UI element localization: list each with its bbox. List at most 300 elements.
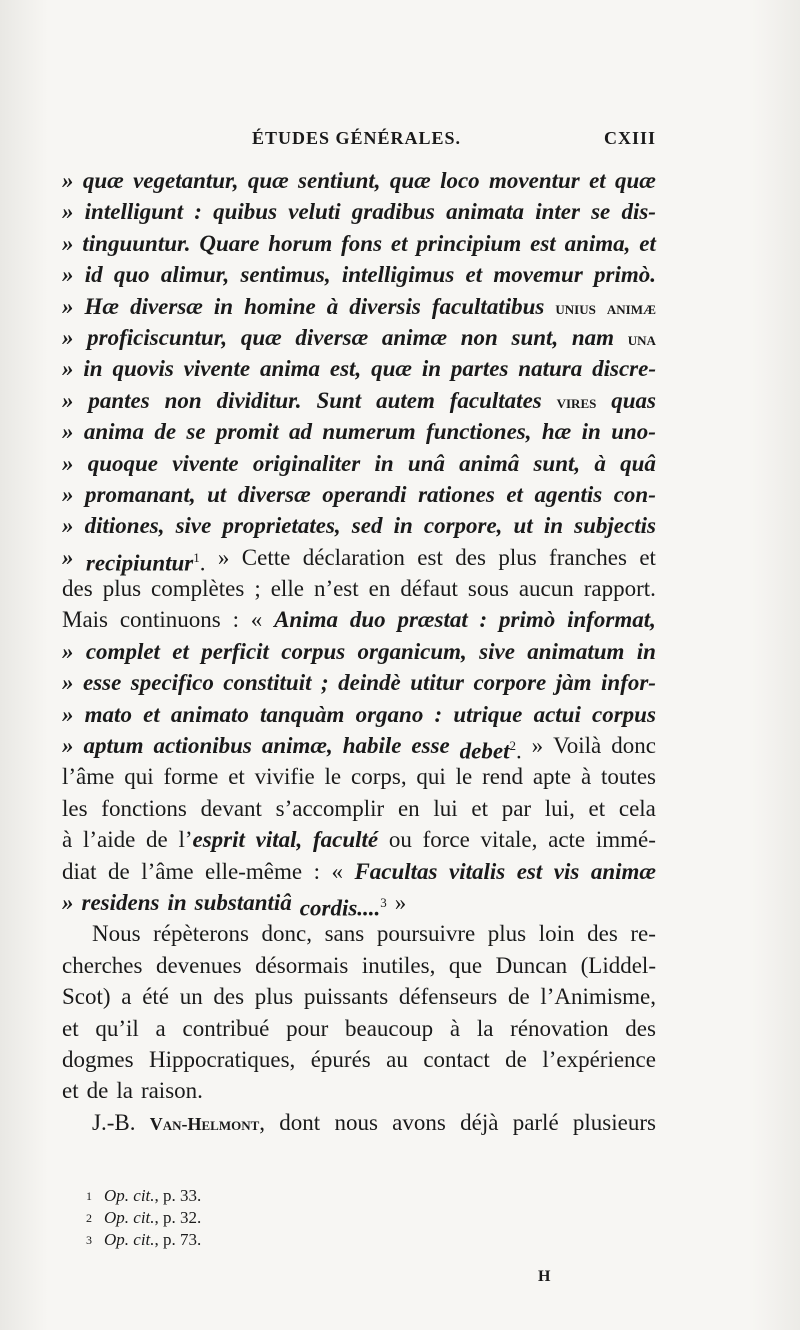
word-group: animæ — [381, 324, 448, 350]
word-group: intelligimus — [341, 262, 455, 288]
text-line — [62, 542, 656, 576]
word-group: fons — [341, 230, 383, 256]
word-group: rend — [482, 764, 523, 790]
word-group: et — [588, 795, 606, 821]
word-group: est — [516, 858, 543, 884]
word-group: des — [587, 921, 618, 947]
word-group: proprietates, — [222, 513, 341, 539]
running-header — [62, 128, 656, 149]
word-group: Anima — [274, 607, 339, 633]
text-line — [62, 950, 656, 981]
word-group: operandi — [322, 481, 407, 507]
word-group: la — [116, 1078, 133, 1104]
word-group: quæ — [615, 168, 656, 193]
word-group: des — [213, 984, 245, 1010]
word-group: « — [250, 607, 263, 633]
footnote-number: 3 — [86, 1233, 92, 1247]
word-group: utitur — [410, 670, 464, 696]
signature-mark: H — [538, 1268, 551, 1285]
word-group: » — [62, 387, 74, 413]
word-group: l’âme — [62, 764, 115, 790]
word-group: debet$^2$. — [459, 738, 522, 764]
word-group: complètes — [151, 576, 245, 602]
word-group: quæ — [82, 168, 124, 193]
word-group: quas — [611, 387, 656, 413]
word-group: » — [394, 889, 407, 915]
word-group: aptum — [83, 733, 144, 759]
word-group: agentis — [534, 481, 603, 507]
text-line — [62, 918, 656, 949]
word-group: elle-même — [205, 858, 303, 884]
text-line — [62, 1075, 656, 1106]
word-group: tanquàm — [260, 701, 345, 727]
word-group: non — [164, 387, 202, 413]
word-group: : — [479, 607, 488, 633]
word-group: rationes — [418, 481, 495, 507]
text-line — [62, 448, 656, 479]
word-group: déclaration — [302, 544, 405, 570]
page-number: CXIII — [603, 128, 656, 148]
word-group: ut — [207, 481, 227, 507]
word-group: esse — [411, 733, 450, 759]
text-line — [62, 510, 656, 541]
word-group: proficiscuntur, — [87, 324, 228, 350]
word-group: actui — [533, 701, 581, 727]
word-group: est — [530, 230, 556, 256]
word-group: cherches — [62, 952, 143, 978]
word-group: primò — [499, 607, 556, 633]
word-group: beaucoup — [344, 1015, 434, 1041]
word-group: Nous — [92, 921, 141, 947]
word-group: et — [62, 1078, 79, 1104]
word-group: cela — [618, 795, 656, 821]
word-group: diversæ — [130, 293, 203, 319]
footnotes — [86, 1185, 201, 1251]
footnote — [86, 1229, 201, 1251]
word-group: natura — [518, 356, 583, 382]
word-group: des — [455, 544, 486, 570]
word-group: ad — [288, 419, 312, 445]
word-group: Cette — [241, 544, 291, 570]
word-group: continuons — [119, 607, 221, 633]
footnote-marker: 3 — [380, 894, 387, 910]
text-line — [62, 856, 656, 887]
word-group: à — [449, 1015, 461, 1041]
word-group: » — [62, 168, 74, 193]
word-group: corpore — [473, 670, 547, 696]
text-line — [62, 1107, 656, 1138]
word-group: præstat — [397, 607, 468, 633]
word-group: id — [84, 262, 103, 288]
word-group: quâ — [620, 450, 656, 476]
word-group: sunt, — [511, 324, 559, 350]
word-group: re- — [630, 921, 656, 947]
word-group: et — [143, 701, 160, 727]
text-line — [62, 699, 656, 730]
word-group: organo — [355, 701, 424, 727]
word-group: animatum — [527, 638, 625, 664]
word-group: un — [179, 984, 203, 1010]
word-group: Sunt — [316, 387, 362, 413]
text-line — [62, 793, 656, 824]
word-group: sentiunt, — [298, 168, 381, 193]
word-group: unâ — [407, 450, 445, 476]
word-group: principium — [416, 230, 522, 256]
text-line — [62, 416, 656, 447]
word-group: intelligunt — [84, 199, 184, 225]
word-group: » — [62, 733, 74, 759]
word-group: constituit — [223, 670, 312, 696]
word-group: vires — [556, 391, 597, 412]
word-group: les — [62, 795, 88, 821]
word-group: plus — [487, 921, 527, 947]
word-group: plusieurs — [572, 1109, 656, 1135]
word-group: vegetantur, — [133, 168, 239, 193]
text-line — [62, 1044, 656, 1075]
word-group: et — [639, 544, 656, 570]
word-group: de — [507, 984, 530, 1010]
word-group: dogmes — [62, 1046, 134, 1072]
word-group: gradibus — [351, 199, 435, 225]
word-group: donc, — [261, 921, 313, 947]
text-line — [62, 761, 656, 792]
word-group: sive — [479, 638, 515, 664]
word-group: lui, — [544, 795, 575, 821]
word-group: » — [62, 889, 74, 915]
word-group: qui — [124, 764, 154, 790]
word-group: » — [531, 733, 544, 759]
word-group: » — [62, 481, 74, 507]
word-group: fonctions — [101, 795, 187, 821]
word-group: ; — [320, 670, 329, 696]
word-group: » — [62, 293, 74, 319]
word-group: défenseurs — [398, 984, 498, 1010]
word-group: animato — [170, 701, 249, 727]
text-line — [62, 479, 656, 510]
word-group: subjectis — [574, 513, 656, 539]
word-group: contribué — [182, 1015, 270, 1041]
word-group: par — [501, 795, 532, 821]
word-group: faculté — [312, 827, 379, 853]
word-group: animâ — [459, 450, 520, 476]
word-group: a — [155, 1015, 166, 1041]
word-group: uno- — [611, 419, 656, 445]
word-group: : — [194, 199, 202, 225]
text-line — [62, 385, 656, 416]
body-text — [62, 165, 656, 1138]
word-group: est — [417, 544, 443, 570]
word-group: actionibus — [153, 733, 252, 759]
word-group: originaliter — [252, 450, 361, 476]
word-group: in — [636, 638, 656, 664]
word-group: sive — [175, 513, 212, 539]
word-group: mato — [84, 701, 132, 727]
word-group: in — [393, 513, 413, 539]
word-group: de — [86, 1078, 109, 1104]
word-group: Duncan — [495, 952, 568, 978]
word-group: promit — [215, 419, 279, 445]
footnote-number: 2 — [86, 1211, 92, 1225]
footnote-marker: 2 — [509, 738, 516, 754]
text-line — [62, 981, 656, 1012]
word-group: sous — [467, 576, 509, 602]
word-group: sunt, — [533, 450, 581, 476]
word-group: veluti — [288, 199, 341, 225]
word-group: discre- — [592, 356, 656, 382]
text-line — [62, 196, 656, 227]
word-group: anima, — [564, 230, 631, 256]
word-group: plus — [498, 544, 537, 570]
word-group: facultatibus — [431, 293, 545, 319]
text-line — [62, 604, 656, 635]
word-group: elle — [270, 576, 304, 602]
text-line — [62, 353, 656, 384]
word-group: en — [368, 576, 391, 602]
word-group: à — [594, 450, 606, 476]
word-group: in — [374, 450, 394, 476]
word-group: quovis — [112, 356, 174, 382]
word-group: Voilà — [553, 733, 602, 759]
word-group: ut — [513, 513, 533, 539]
footnote — [86, 1207, 201, 1229]
footnote — [86, 1185, 201, 1207]
word-group: corpus — [281, 638, 346, 664]
running-title: ÉTUDES GÉNÉRALES. — [252, 128, 462, 148]
word-group: se — [186, 419, 206, 445]
word-group: esse — [82, 670, 122, 696]
word-group: diversæ — [237, 481, 311, 507]
word-group: de — [505, 1046, 527, 1072]
footnote-marker: 1 — [193, 549, 200, 565]
word-group: » — [62, 324, 74, 350]
word-group: vitale, — [480, 827, 538, 853]
word-group: dis- — [621, 199, 656, 225]
word-group: complet — [85, 638, 160, 664]
word-group: loco — [440, 168, 480, 193]
word-group: forme — [163, 764, 219, 790]
word-group: et — [639, 230, 656, 256]
word-group: quæ — [389, 168, 431, 193]
word-group: nam — [571, 324, 615, 350]
word-group: deindè — [338, 670, 401, 696]
word-group: » — [62, 701, 74, 727]
word-group: » — [62, 262, 74, 288]
word-group: des — [625, 1015, 656, 1041]
word-group: habile — [342, 733, 402, 759]
word-group: ; — [254, 576, 261, 602]
word-group: à — [580, 764, 592, 790]
word-group: in — [421, 356, 442, 382]
word-group: unius — [555, 297, 596, 318]
word-group: in — [213, 293, 234, 319]
word-group: été — [142, 984, 169, 1010]
word-group: la — [476, 1015, 494, 1041]
word-group: s’accomplir — [275, 795, 385, 821]
word-group: force — [422, 827, 470, 853]
word-group: qu’il — [95, 1015, 139, 1041]
word-group: « — [331, 858, 343, 884]
word-group: n’est — [313, 576, 359, 602]
word-group: hæ — [541, 419, 572, 445]
word-group: quæ — [247, 168, 289, 193]
word-group: Scot) — [62, 984, 111, 1010]
word-group: anima — [83, 419, 144, 445]
word-group: rapport. — [583, 576, 656, 602]
text-line — [62, 824, 656, 855]
word-group: plus — [102, 576, 142, 602]
word-group: vivente — [172, 450, 239, 476]
word-group: se — [591, 199, 611, 225]
word-group: l’expérience — [542, 1046, 656, 1072]
word-group: au — [386, 1046, 408, 1072]
word-group: numerum — [322, 419, 416, 445]
word-group: quibus — [213, 199, 278, 225]
word-group: franches — [549, 544, 627, 570]
word-group: le — [455, 764, 473, 790]
word-group: corps, — [351, 764, 407, 790]
word-group: corpus — [592, 701, 656, 727]
word-group: autem — [376, 387, 435, 413]
word-group: puissants — [303, 984, 389, 1010]
word-group: inter — [535, 199, 580, 225]
word-group: homine — [244, 293, 316, 319]
word-group: moventur — [489, 168, 580, 193]
word-group: » — [62, 356, 74, 382]
text-line — [62, 1013, 656, 1044]
word-group: » — [62, 670, 74, 696]
word-group: Van-Helmont, — [149, 1109, 266, 1135]
word-group: » — [62, 199, 74, 225]
word-group: vitalis — [449, 858, 506, 884]
word-group: désormais — [255, 952, 349, 978]
word-group: quoque — [87, 450, 159, 476]
word-group: qui — [416, 764, 446, 790]
word-group: in — [167, 889, 187, 915]
footnote-text: Op. cit., p. 33. — [104, 1186, 202, 1205]
word-group: Quare — [199, 230, 260, 256]
word-group: » — [62, 230, 74, 256]
word-group: alimur, — [160, 262, 230, 288]
word-group: » — [62, 419, 74, 445]
word-group: et — [62, 1015, 79, 1041]
word-group: » — [62, 513, 74, 539]
word-group: movemur — [493, 262, 583, 288]
word-group: et — [228, 764, 245, 790]
word-group: animæ, — [261, 733, 333, 759]
word-group: l’âme — [141, 858, 194, 884]
word-group: ou — [388, 827, 412, 853]
word-group: rénovation — [510, 1015, 609, 1041]
text-line — [62, 228, 656, 259]
word-group: in — [581, 419, 601, 445]
word-group: substantiâ — [194, 889, 292, 915]
word-group: specifico — [130, 670, 214, 696]
word-group: facultates — [449, 387, 542, 413]
word-group: le — [324, 764, 342, 790]
word-group: tinguuntur. — [82, 230, 191, 256]
word-group: dividitur. — [216, 387, 302, 413]
word-group: nous — [334, 1109, 378, 1135]
word-group: quæ — [240, 324, 282, 350]
word-group: pantes — [88, 387, 150, 413]
word-group: : — [434, 701, 443, 727]
word-group: et — [172, 638, 189, 664]
word-group: répèterons — [153, 921, 249, 947]
word-group: promanant, — [85, 481, 196, 507]
word-group: » — [62, 544, 74, 570]
word-group: apte — [532, 764, 572, 790]
footnote-number: 1 — [86, 1189, 92, 1203]
word-group: : — [313, 858, 320, 884]
word-group: animæ — [590, 858, 656, 884]
text-line — [62, 887, 656, 921]
word-group: donc — [611, 733, 656, 759]
word-group: devenues — [155, 952, 242, 978]
word-group: organicum, — [357, 638, 467, 664]
word-group: vital, — [255, 827, 303, 853]
word-group: » — [62, 450, 74, 476]
word-group: quo — [113, 262, 150, 288]
word-group: inutiles, — [361, 952, 436, 978]
word-group: lui — [433, 795, 458, 821]
word-group: à — [326, 293, 339, 319]
word-group: raison. — [140, 1078, 203, 1104]
word-group: défaut — [400, 576, 458, 602]
word-group: et — [465, 262, 483, 288]
word-group: diat — [62, 858, 97, 884]
word-group: vis — [553, 858, 580, 884]
word-group: ditiones, — [84, 513, 165, 539]
word-group: informat, — [567, 607, 656, 633]
word-group: animata — [446, 199, 525, 225]
word-group: anima — [259, 356, 321, 382]
word-group: des — [62, 576, 93, 602]
word-group: et — [589, 168, 606, 193]
word-group: et — [390, 230, 408, 256]
word-group: sentimus, — [240, 262, 331, 288]
word-group: plus — [254, 984, 294, 1010]
word-group: una — [627, 328, 656, 349]
word-group: en — [397, 795, 420, 821]
text-line — [62, 291, 656, 322]
word-group: contact — [423, 1046, 490, 1072]
word-group: in — [83, 356, 103, 382]
word-group: parlé — [512, 1109, 559, 1135]
word-group: utrique — [453, 701, 523, 727]
text-line — [62, 636, 656, 667]
word-group: et — [506, 481, 523, 507]
word-group: : — [232, 607, 239, 633]
word-group: et — [471, 795, 488, 821]
word-group: (Liddel- — [580, 952, 656, 978]
word-group: de — [107, 858, 130, 884]
word-group: J.-B. — [92, 1109, 136, 1135]
word-group: quæ — [371, 356, 412, 382]
word-group: toutes — [601, 764, 656, 790]
text-line — [62, 730, 656, 764]
word-group: pour — [286, 1015, 329, 1041]
word-group: dont — [279, 1109, 321, 1135]
word-group: de — [146, 827, 168, 853]
word-group: Mais — [62, 607, 108, 633]
word-group: con- — [613, 481, 656, 507]
text-line — [62, 259, 656, 290]
text-line — [62, 667, 656, 698]
word-group: perficit — [201, 638, 269, 664]
word-group: recipiuntur$^1$. — [85, 549, 206, 576]
word-group: jàm — [555, 670, 592, 696]
word-group: Facultas — [354, 858, 438, 884]
